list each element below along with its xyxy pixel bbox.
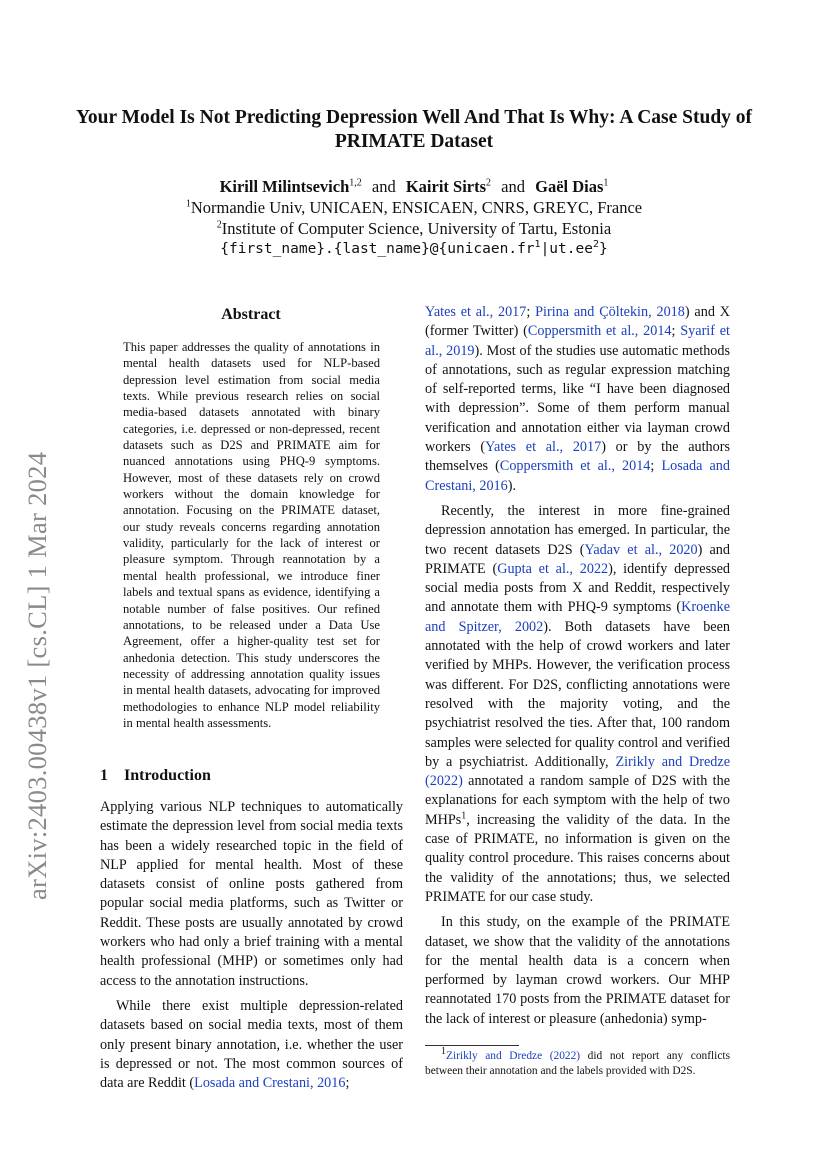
author-name: Kirill Milintsevich [219,177,350,196]
left-column-body [100,798,403,1093]
abstract-text: This paper addresses the quality of annotations in mental health datasets used for NLP-based depression level estimation from social media texts. While previous research relies on social media-based datasets annotated with binary categories, i.e. depressed or non-depressed, recent datasets such as D2S and PRIMATE aim for nuanced annotations using PHQ-9 symptoms. However, most of these datasets rely on crowd workers without the domain knowledge for annotation. Focusing on the PRIMATE dataset, our study reveals concerns regarding annotation validity, particularly for the lack of interest or pleasure symptom. Through reannotation by a mental health professional, we introduce finer labels and textual spans as evidence, identifying a notable number of false positives. Our refined annotations, to be released under a Data Use Agreement, offer a higher-quality test set for anhedonia detection. This study underscores the necessity of addressing annotation quality issues in mental health datasets, advocating for improved methodologies to enhance NLP model reliability in mental health assessments. [123,340,380,730]
footnote-rule [425,1045,519,1046]
paragraph-text: While there exist multiple depression-related datasets based on social media texts, most of them only present binary annotation, i.e. whether the user is depressed or not. The most common sources of data are Reddit ( [100,997,403,1092]
email-part: } [599,241,608,257]
affiliation-2 [60,218,768,239]
email-part: |ut.ee [540,241,593,257]
footnote-text: did not report any conflicts between their annotation and the labels provided with D2S. [425,1050,730,1077]
author-names [60,176,768,197]
citation-link[interactable]: Coppersmith et al., 2014 [499,458,651,475]
affiliation-mark: 2 [216,219,222,231]
paragraph-text: ; [650,458,662,475]
citation-link[interactable]: Pirina and Çöltekin, 2018 [535,304,685,320]
citation-link[interactable]: Yates et al., 2017 [485,439,602,456]
section-heading-introduction [100,767,211,785]
author-block [60,176,768,260]
citation-link[interactable]: Zirikly and Dredze (2022) [446,1050,581,1062]
footnote-marker[interactable]: 1 [461,809,467,821]
paragraph: Applying various NLP techniques to automatically estimate the depression level from social media texts has been a widely researched topic in the field of NLP applied for mental health. Most of these datasets consist of online posts gathered from popular social media platforms, such as Twitter or Reddit. These posts are usually annotated by crowd workers who had only a brief training with a mental health professional (MHP) or sometimes only had access to the annotation instructions. [100,799,403,989]
paragraph-text: ) and PRIMATE ( [425,541,730,577]
email-part: {first_name}.{last_name}@{unicaen.fr [220,241,535,257]
author-affiliation-mark: 2 [486,177,492,189]
citation-link[interactable]: Zirikly and Dredze (2022) [425,753,730,790]
citation-link[interactable]: Coppersmith et al., 2014 [527,323,672,340]
citation-link[interactable]: Gupta et al., 2022 [497,560,609,577]
arxiv-identifier: arXiv:2403.00438v1 [cs.CL] 1 Mar 2024 [22,451,52,900]
paragraph-text: annotated a random sample of D2S with the explanations for each symptom with the help of two MHPs [425,773,730,828]
paragraph-text: ). Most of the studies use automatic methods of annotations, such as regular expression matching of self-reported terms, like “I have been diagnosed with depression”. Some of them perform manual verification and annotation either via layman crowd workers ( [425,342,730,456]
paragraph-text: ; [526,304,536,320]
footnote-mark: 1 [441,1046,446,1058]
citation-link[interactable]: Losada and Crestani, 2016 [194,1075,346,1092]
paragraph-text: ; [345,1075,350,1092]
paragraph-text: ). [507,477,517,494]
section-number: 1 [100,767,108,784]
paragraph [425,303,730,496]
paragraph [100,997,403,1093]
author-name: Gaël Dias [535,177,604,196]
affiliation-text: Institute of Computer Science, University of Tartu, Estonia [221,219,612,238]
author-separator: and [371,177,396,196]
paragraph-text: Recently, the interest in more fine-grained depression annotation has emerged. In particular, the two recent datasets D2S ( [425,502,730,558]
author-affiliation-mark: 1,2 [349,177,362,189]
email-mark: 2 [592,239,599,251]
email-mark: 1 [534,239,541,251]
author-emails [60,239,768,260]
paragraph-text: ) and X (former Twitter) ( [425,304,730,340]
paragraph: In this study, on the example of the PRIMATE dataset, we show that the validity of the annotations for the mental health data is a concern when performed by layman crowd workers. Our MHP reannotated 170 posts from the PRIMATE dataset for the lack of interest or pleasure (anhedonia) symp- [425,914,730,1027]
paragraph-text: ). Both datasets have been annotated with the help of crowd workers and later verified by MHPs. However, the verification process was different. For D2S, conflicting annotations were resolved with the majority voting, and the psychiatrist resolved the ties. After that, 100 random samples were selected for quality control and verified by a psychiatrist. Additionally, [425,618,730,770]
paragraph-text: , increasing the validity of the data. In the case of PRIMATE, no information is given on the quality control procedure. This raises concerns about the validity of the annotations; thus, we selected PRIMATE for our case study. [425,811,730,905]
author-separator: and [501,177,525,196]
affiliation-text: Normandie Univ, UNICAEN, ENSICAEN, CNRS, GREYC, France [190,198,643,217]
citation-link[interactable]: Syarif et al., 2019 [425,323,730,359]
affiliation-mark: 1 [185,198,191,210]
section-title: Introduction [124,767,211,784]
paragraph-text: ) or by the authors themselves ( [425,439,730,475]
affiliation-1 [60,197,768,218]
abstract-heading: Abstract [221,306,281,323]
citation-link[interactable]: Kroenke and Spitzer, 2002 [425,599,730,635]
paper-title: Your Model Is Not Predicting Depression Well And That Is Why: A Case Study of PRIMATE Dataset [75,107,753,152]
right-column-body [425,303,730,1029]
author-name: Kairit Sirts [405,177,487,196]
citation-link[interactable]: Losada and Crestani, 2016 [425,458,730,494]
author-affiliation-mark: 1 [603,177,609,189]
citation-link[interactable]: Yates et al., 2017 [425,304,527,320]
paragraph-text: ; [671,323,681,340]
citation-link[interactable]: Yadav et al., 2020 [584,541,698,558]
paragraph [425,502,730,907]
paragraph-text: ), identify depressed social media posts from X and Reddit, respectively and annotate them with PHQ-9 symptoms ( [425,560,731,616]
footnote [425,1046,730,1078]
